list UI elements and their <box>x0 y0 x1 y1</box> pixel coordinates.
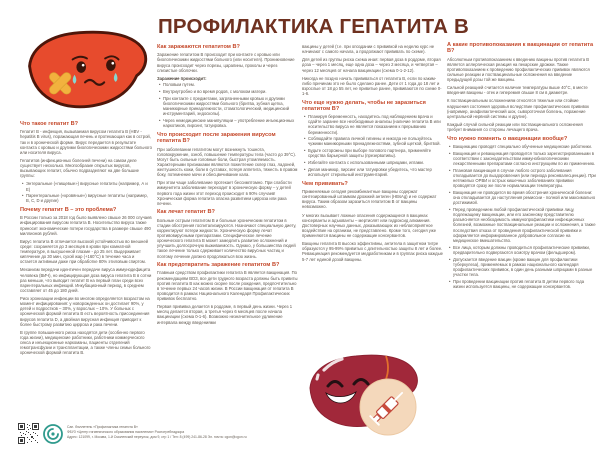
bullet-item: • Энтеральные («пищевые») вирусные гепатиты (например, А и Е) <box>26 181 152 191</box>
footer-contacts: Адрес: 121099, г. Москва, 1-й Смоленский переулок, дом 9, стр 1 / Тел: 8 (499) 241-86-28 Эл. почта: cgon@cgon.ru <box>67 435 247 440</box>
section-heading: Как заражаются гепатитом В? <box>157 44 240 50</box>
happy-liver-icon <box>302 346 426 446</box>
section-heading: Что происходит после заражения вирусом гепатита В? <box>157 132 276 145</box>
paragraph: Никогда не поздно начать прививаться от гепатита В, если по каким-либо причинам это не было сделано ранее. Дети от 1 года до 18 лет и взрослые от 18 до 55 лет, не привитые ранее, прививаются по схеме 0-1-6. <box>302 75 442 96</box>
section-heading: Что нужно помнить о вакцинации вообще? <box>447 135 568 142</box>
column-what-is-hepatitis <box>20 22 152 422</box>
bullet-item: • Вакцинацию проводят специально обученные медицинские работники. <box>453 144 596 149</box>
happy-liver-vaccine-illustration <box>302 346 426 446</box>
section-heading: Как лечат гепатит В? <box>157 209 215 216</box>
column-how-infected <box>157 44 298 436</box>
section-heading: Почему гепатит В – это проблема? <box>20 207 117 214</box>
bullet-item: • Перед проведением любой профилактической прививки лицу, подлежащему вакцинации, или его законному представителю разъясняется необходимость иммунопрофилактики инфекционных болезней, возможные поствакцинальные реакции и осложнения, а также последствия отказа от проведения профилактической прививки и оформляется информированное добровольное согласие на медицинское вмешательство. <box>453 207 596 243</box>
section-heading: Что еще нужно делать, чтобы не заразиться гепатитом В? <box>302 99 426 112</box>
bullet-item: • Внутриутробно и во время родов, с молоком матери. <box>163 89 298 94</box>
paragraph: Абсолютным противопоказанием к введению вакцины против гепатита В является аллергическая реакция на пекарские дрожжи. Также противопоказанием к проведению профилактических прививок являются сильные реакции и поствакцинальные осложнения на введение предыдущей дозы той же вакцины. <box>447 56 590 82</box>
paragraph: Первая прививка делается в роддоме, в первый день жизни. Через 1 месяц делается вторая, а третья через 6 месяцев после начала вакцинации (схема 0-1-6). Возможно незначительное удлинение интервала между введениями <box>157 304 293 325</box>
paragraph: Для детей из группы риска схема иная: первая доза в роддоме, вторая доза – через 1 месяц, еще одна доза – через 2 месяца, и четвертая – через 12 месяцев от начала вакцинации (схема 0-1-2-12). <box>302 57 441 73</box>
paragraph: Вирус гепатита В отличается высокой устойчивостью во внешней среде: сохраняется до 3 месяцев в крови при комнатной температуре, в высушенной плазме - до 25 лет. Выдерживает кипячение до 30 мин, сухой жар (+160°С) в течение часа и остается активным даже при обработке 80% этиловым спиртом. <box>20 238 148 265</box>
section-heading: Чем прививать? <box>302 180 348 187</box>
paragraph: У многих вызывает ложные опасения содержащиеся в вакцинах консерванты и адъюванты – мертиолят или гидроксид алюминия. Достоверных научных данных, доказывающих их неблагоприятное воздействие на организм, не представлено. Кроме того, сегодня уже применяются вакцины не содержащие консервантов. <box>302 212 437 238</box>
bullet-list <box>447 144 596 289</box>
paragraph: Применяемые сегодня рекомбинантные вакцины содержат синтезированный штаммом дрожжей антиген (HBsAg) и не содержат вируса. Таким образом заразиться гепатитом В от вакцины невозможно. <box>302 189 437 210</box>
bullet-item: • При контакте с предметами, загрязненными кровью и другими биологическими жидкостями больного (бритва, зубная щетка, маникюрные принадлежности, стоматологический, медицинский инструментарий, эндоскопы). <box>163 96 298 117</box>
paragraph: Гепатит В - инфекция, вызываемая вирусом гепатита В (HBV - hepatitis B virus), поражающая печень и протекающая как в острой, так и в хронической форме. Вирус передается в результате контакта с кровью и другими биологическими жидкостями больного или носителя вируса. <box>20 129 152 155</box>
paragraph: Главным средством профилактики гепатита В является вакцинация. По рекомендациям ВОЗ, все дети грудного возраста должны быть привиты против гепатита В как можно скорее после рождения, предпочтительно в течение первых 24 часов жизни. В России вакцинация от гепатита В проводится в рамках Национального Календаря Профилактических прививок бесплатно. <box>157 270 298 302</box>
paragraph: Каждый случай сильной реакции или поствакцинального осложнения требует внимания со стороны лечащего врача. <box>447 121 583 132</box>
qr-code-icon <box>18 423 39 444</box>
column-blocks <box>20 121 152 355</box>
bullet-item: • Будьте осторожны при выборе полового партнера, применяйте средства барьерной защиты (презервативы). <box>308 148 443 158</box>
paragraph: вакцины у детей (т.е. при опоздании с прививкой на неделю курс не начинают с самого начала, а продолжают прививать по схеме). <box>302 44 435 55</box>
syringe-badge-icon <box>360 379 416 435</box>
paragraph: При этом чаще заболевание протекает бессимптомно. При слабости иммунитета заболевание переходит в хроническую форму – у детей первого года жизни этот переход происходит в 90% случаев! Хроническая форма гепатита опасна развитием цирроза или рака печени. <box>157 180 292 206</box>
bullet-item: • Парентеральные («кровяные») вирусные гепатиты (например, В, С, D и другие) <box>26 193 152 203</box>
bullet-item: • Соблюдайте правила личной гигиены и никогда не пользуйтесь чужими маникюрными принадлежностями, зубной щеткой, бритвой. <box>308 136 443 146</box>
paragraph: Заражение гепатитом В происходит при контакте с кровью или биологическими жидкостями больного (или носителя). Проникновение вируса происходит через порезы, царапины, проколы и через слизистые оболочки. <box>157 52 295 73</box>
paragraph: Риск хронизации инфекции во многом определяется возрастом на момент инфицирования: у новорожденных он достигает 90%, у детей и подростков – 30%, у взрослых – 10%. У больных с хронической формой гепатита В есть вероятность присоединения вирусов гепатита D, а двойная вирусная инфекция приводит к более быстрому развитию цирроза и рака печени. <box>20 296 150 327</box>
bullet-item: • Делая маникюр, пирсинг или татуировки убедитесь, что мастер использует стерильный инструментарий. <box>308 167 443 177</box>
poster-title: ПРОФИЛАКТИКА ГЕПАТИТА В <box>158 15 469 38</box>
cgon-logo-icon <box>42 423 64 445</box>
sad-liver-icon <box>20 22 152 116</box>
bullet-list <box>157 82 298 128</box>
paragraph: Гепатитов (инфекционных болезней печени) на самом деле существует несколько. Многообразие открытых вирусов, вызывающих гепатит, обычно подразделяют на две большие группы: <box>20 157 139 179</box>
bullet-item: • Допускается введение вакцин (кроме вакцин для профилактики туберкулеза), применяемых в рамках национального календаря профилактических прививок, в один день разными шприцами в разные участки тела. <box>453 257 596 278</box>
section-heading: Что такое гепатит В? <box>20 121 79 127</box>
bullet-item: • Избегайте контакта с использованными шприцами, иглами. <box>308 160 443 165</box>
bullet-item: • При проведении вакцинации против гепатита В детям первого года жизни используется вакцины, не содержащие консервантов. <box>453 279 596 289</box>
paragraph: Сильной реакцией считается наличие температуры выше 40°С, в месте введения вакцины - отек и гиперемия свыше 8 см в диаметре. <box>447 85 588 96</box>
bullet-item: • Все лица, которым должны проводиться профилактические прививки, предварительно подвергаются осмотру врачом (фельдшером). <box>453 245 596 255</box>
paragraph: К поствакцинальным осложнениям относятся тяжелые или стойкие нарушения состояния здоровья вследствие профилактических прививок (например, анафилактический шок, сывороточная болезнь, поражение центральной нервной системы и другие). <box>447 98 589 119</box>
footer-text <box>67 423 247 440</box>
bullet-item: • Вакцинация не проводится во время обострения хронической болезни: она откладывается до наступления ремиссии - полной или максимально достижимой. <box>453 190 596 205</box>
bullet-item: • Плановая вакцинация в случае любого острого заболевания откладывается до выздоровления (или периода реконвалесценции). При нетяжелых ОРВИ и острых кишечных заболеваниях прививки проводятся сразу же после нормализации температуры. <box>453 168 596 189</box>
bullet-item: • Половым путем. <box>163 82 298 87</box>
paragraph: Вакцины гепатита В высоко эффективны, антитела в защитном титре образуются у 95-99% привитых с длительностью защиты 8 лет и более. Ревакцинация рекомендуется медработникам и в группах риска каждые 5-7 лет единой дозой вакцины. <box>302 241 443 262</box>
bullet-list <box>302 114 443 177</box>
paragraph: В группе повышенного риска находятся дети (особенно первого года жизни), медицинские работники, работники коммерческого секса и инъекционные наркоманы, пациенты отделений гемотрансфузии и трансплантации, а также члены семьи больного хронической формой гепатита В. <box>20 329 151 356</box>
paragraph: Механизм передачи идентичен передаче вируса иммунодефицита человека (ВИЧ), но инфицирующая доза вируса гепатита В в сотни раз меньше, что выводит гепатит В на первый план среди всех парентеральных инфекций. Инкубационный период, в среднем составляет от 45 до 180 дней. <box>20 267 152 293</box>
footer-bulletin-title: Сан. бюллетень «Профилактика гепатита В» <box>67 425 138 429</box>
section-heading: Как предотвратить заражение гепатитом В? <box>157 262 280 269</box>
column-contraindications <box>447 42 596 446</box>
section-heading: А какие противопоказания к вакцинации от гепатита В? <box>447 42 594 55</box>
footer-organization: ФБУЗ «Центр гигиенического образования населения» Роспотребнадзора <box>67 430 185 435</box>
column-what-else-to-do <box>302 44 443 346</box>
subheading: Заражение происходит: <box>157 75 207 81</box>
paragraph: В России только за 2018 год было выявлено свыше 26 000 случаев инфицирования вирусом гепатита В. Носительство вируса также приносит экономические потери государства в размере свыше 490 миллионов рублей. <box>20 215 152 236</box>
bullet-list <box>20 181 152 203</box>
sad-liver-illustration <box>20 22 152 116</box>
footer <box>18 423 247 445</box>
paragraph: При заболевании гепатитом могут возникнуть тошнота, головокружение, озноб, повышение температуры тела (часто до 39°С). Могут быть сильные головные боли, быстрая утомляемость. Характерными признаками являются пожелтение склер глаз, ладоней, желтушность кожи, боли в суставах, потеря аппетита, тяжесть в правом боку, потемнение мочи и обесцвечивание кала. <box>157 146 298 178</box>
bullet-item: • Планируя беременность, находитесь под наблюдением врача и сдайте заранее все необходимые анализы (наличие гепатита В или носительство вируса не является показанием к прерыванию беременности). <box>308 114 443 135</box>
bullet-item: • Вакцинация и ревакцинация проводится только зарегистрированными в соответствии с законодательством иммунобиологическими лекарственными препаратами согласно инструкциям по их применению. <box>453 151 596 166</box>
paragraph: Больные острым гепатитом В и больные хроническим гепатитом в стадии обострения госпитализируются. Назначают специальную диету, корректируют потери жидкости. Хроническую форму лечат противовирусными препаратами. Специфическое лечение хронического гепатита В может замедлить развитие осложнений и улучшить долгосрочную выживаемость. Однако, у большинства людей такое лечение только сдерживает количество вирусных частиц и поэтому лечение должно продолжаться всю жизнь. <box>157 217 297 259</box>
bullet-item: • Через немедицинские манипуляции – употребление инъекционных наркотиков, пирсинг, татуировка. <box>163 118 298 128</box>
